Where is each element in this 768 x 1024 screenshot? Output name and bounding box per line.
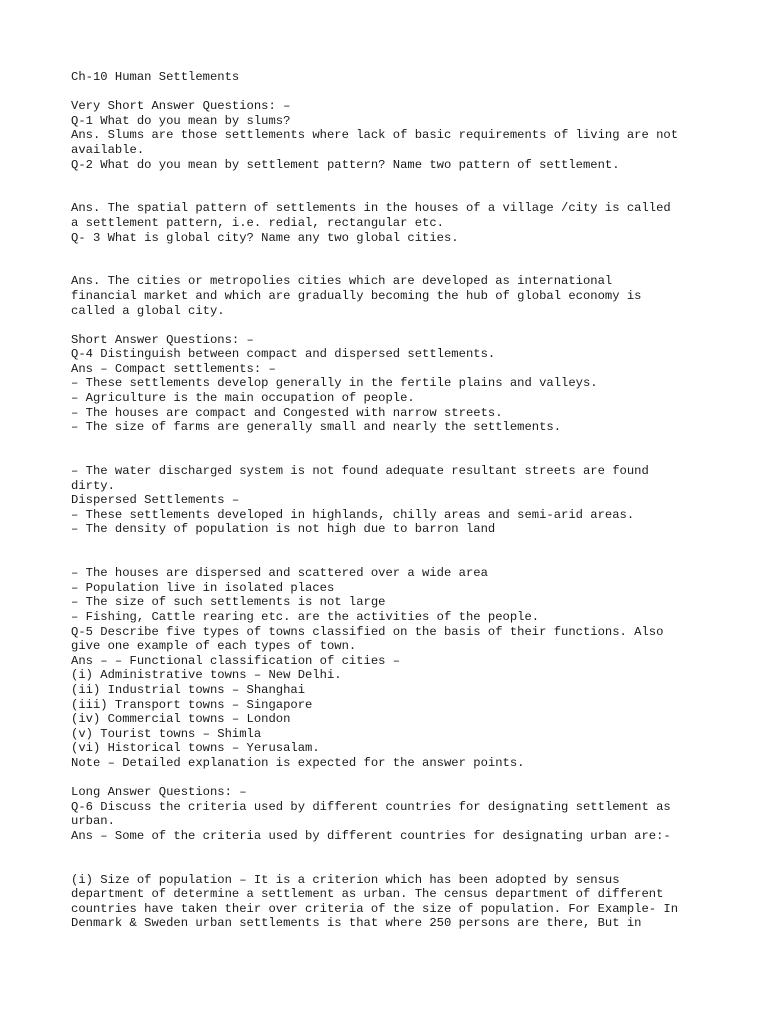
text-line: a settlement pattern, i.e. redial, rectangular etc.: [71, 215, 444, 230]
blank-line: [71, 318, 711, 333]
text-line: (ii) Industrial towns – Shanghai: [71, 682, 306, 697]
text-line: Q-6 Discuss the criteria used by different countries for designating settlement as: [71, 799, 671, 814]
text-line: (iv) Commercial towns – London: [71, 712, 291, 727]
text-line: Ch-10 Human Settlements: [71, 70, 240, 84]
text-line: – The size of farms are generally small and nearly the settlements.: [71, 420, 562, 435]
blank-line: [71, 435, 711, 450]
text-line: – These settlements developed in highlands, chilly areas and semi-arid areas.: [71, 507, 635, 522]
text-line: (i) Size of population – It is a criterion which has been adopted by sensus: [71, 872, 620, 887]
blank-line: [71, 858, 711, 873]
text-line: – The water discharged system is not found adequate resultant streets are found: [71, 464, 649, 479]
text-line: Ans – Compact settlements: –: [71, 361, 276, 376]
text-line: (v) Tourist towns – Shimla: [71, 726, 262, 741]
text-line: dirty.: [71, 478, 115, 493]
text-line: – The houses are dispersed and scattered over a wide area: [71, 566, 488, 581]
text-line: Ans. The spatial pattern of settlements in the houses of a village /city is called: [71, 201, 671, 216]
blank-line: [71, 449, 711, 464]
text-line: Ans – – Functional classification of cities –: [71, 653, 401, 668]
text-line: Q-1 What do you mean by slums?: [71, 113, 291, 128]
blank-line: [71, 245, 711, 260]
text-line: financial market and which are gradually becoming the hub of global economy is: [71, 288, 642, 303]
blank-line: [71, 537, 711, 552]
blank-line: [71, 260, 711, 275]
text-line: – Fishing, Cattle rearing etc. are the activities of the people.: [71, 609, 540, 624]
document-text: [71, 70, 711, 931]
text-line: (i) Administrative towns – New Delhi.: [71, 668, 342, 683]
text-line: Q-4 Distinguish between compact and dispersed settlements.: [71, 347, 496, 362]
text-line: department of determine a settlement as urban. The census department of different: [71, 887, 664, 902]
text-line: urban.: [71, 814, 115, 829]
text-line: countries have taken their over criteria of the size of population. For Example- In: [71, 901, 679, 916]
text-line: Ans. The cities or metropolies cities which are developed as international: [71, 274, 613, 289]
text-line: (vi) Historical towns – Yerusalam.: [71, 741, 320, 756]
text-line: Long Answer Questions: –: [71, 785, 247, 800]
text-line: Note – Detailed explanation is expected for the answer points.: [71, 755, 525, 770]
text-line: give one example of each types of town.: [71, 639, 357, 654]
text-line: called a global city.: [71, 303, 225, 318]
blank-line: [71, 771, 711, 786]
blank-line: [71, 187, 711, 202]
blank-line: [71, 85, 711, 100]
text-line: Short Answer Questions: –: [71, 332, 254, 347]
text-line: – These settlements develop generally in the fertile plains and valleys.: [71, 376, 598, 391]
text-line: (iii) Transport towns – Singapore: [71, 697, 313, 712]
blank-line: [71, 552, 711, 567]
text-line: available.: [71, 142, 145, 157]
text-line: – The size of such settlements is not large: [71, 595, 386, 610]
text-line: Ans – Some of the criteria used by different countries for designating urban are:-: [71, 828, 671, 843]
text-line: Very Short Answer Questions: –: [71, 99, 291, 114]
text-line: – The density of population is not high due to barron land: [71, 522, 496, 537]
text-line: Q-2 What do you mean by settlement pattern? Name two pattern of settlement.: [71, 157, 620, 172]
text-line: Q- 3 What is global city? Name any two global cities.: [71, 230, 459, 245]
text-line: – Agriculture is the main occupation of people.: [71, 391, 415, 406]
text-line: Dispersed Settlements –: [71, 493, 240, 508]
text-line: – Population live in isolated places: [71, 580, 335, 595]
text-line: Denmark & Sweden urban settlements is that where 250 persons are there, But in: [71, 916, 642, 931]
text-line: Ans. Slums are those settlements where lack of basic requirements of living are not: [71, 128, 679, 143]
blank-line: [71, 172, 711, 187]
blank-line: [71, 843, 711, 858]
text-line: – The houses are compact and Congested with narrow streets.: [71, 405, 503, 420]
text-line: Q-5 Describe five types of towns classified on the basis of their functions. Also: [71, 624, 664, 639]
